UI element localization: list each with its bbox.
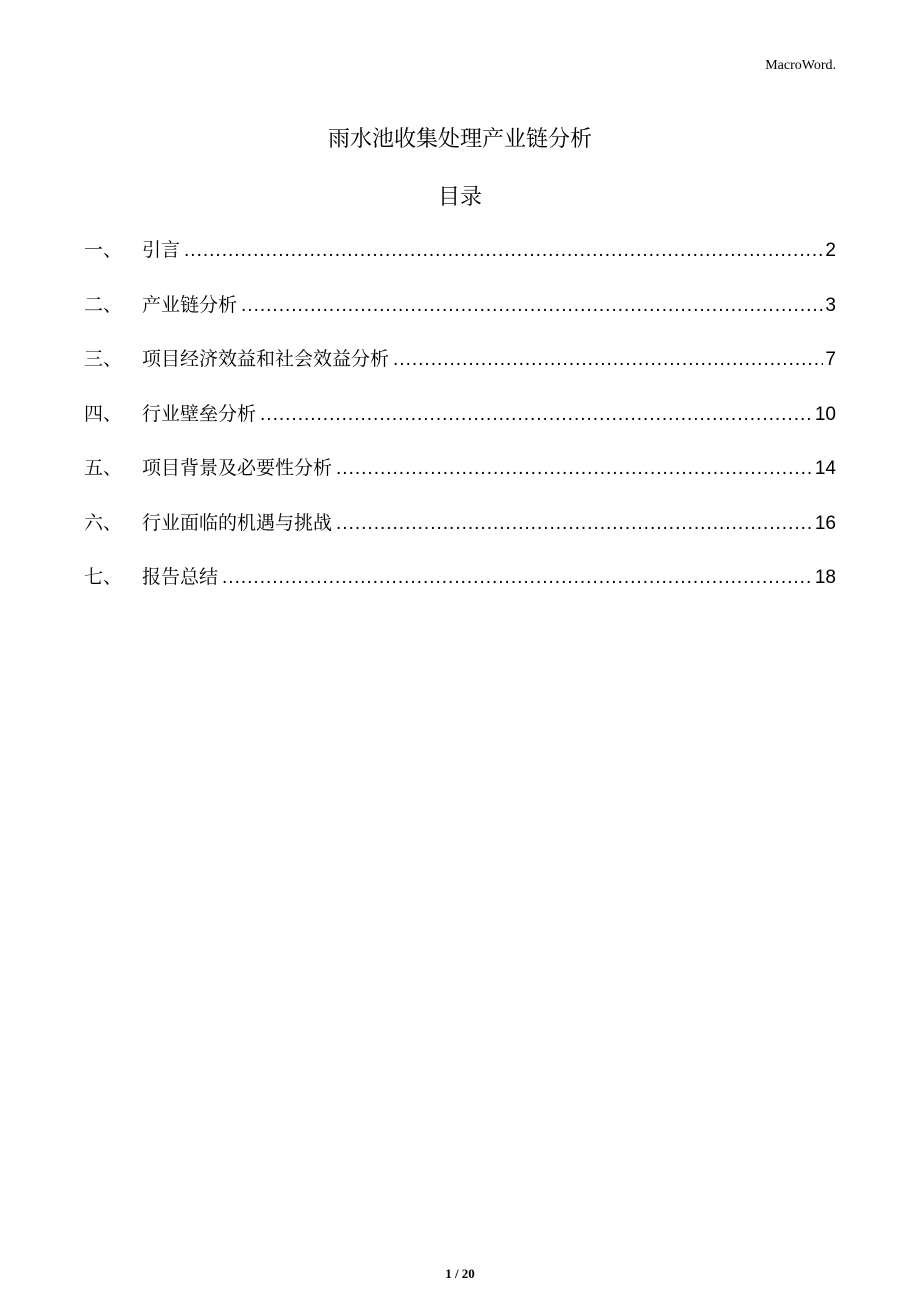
toc-entry-number: 七、 (84, 566, 123, 588)
page-indicator: 1 / 20 (445, 1266, 475, 1281)
toc-entry-number: 六、 (84, 511, 123, 534)
toc-dot-leader (184, 236, 823, 266)
toc-entry-page: 16 (814, 512, 836, 534)
toc-entry-number: 二、 (84, 293, 123, 316)
toc-entry-opportunities[interactable] (84, 508, 836, 563)
header-brand: MacroWord. (765, 58, 836, 73)
toc-dot-leader (260, 400, 813, 430)
toc-entry-title: 行业面临的机遇与挑战 (142, 511, 333, 534)
toc-entry-number: 三、 (84, 348, 123, 370)
toc-dot-leader (222, 563, 813, 593)
toc-entry-summary[interactable] (84, 562, 836, 617)
toc-dot-leader (241, 291, 823, 321)
toc-entry-page: 2 (825, 240, 836, 261)
document-title: 雨水池收集处理产业链分析 (327, 127, 592, 152)
toc-dot-leader (393, 345, 823, 375)
toc-entry-barriers[interactable] (84, 399, 836, 454)
toc-entry-page: 7 (825, 349, 836, 370)
toc-entry-industry-chain[interactable] (84, 290, 836, 345)
toc-entry-title: 产业链分析 (142, 293, 238, 316)
toc-entry-number: 一、 (84, 239, 123, 261)
toc-entry-page: 14 (814, 458, 836, 479)
toc-entry-title: 引言 (142, 239, 181, 261)
toc-heading: 目录 (437, 185, 482, 210)
table-of-contents (84, 235, 836, 617)
toc-entry-title: 项目背景及必要性分析 (142, 457, 333, 479)
toc-entry-number: 四、 (84, 402, 123, 425)
toc-entry-page: 10 (814, 403, 836, 425)
toc-entry-page: 3 (825, 294, 836, 316)
toc-entry-title: 行业壁垒分析 (142, 402, 257, 425)
toc-entry-introduction[interactable] (84, 235, 836, 290)
toc-entry-background[interactable] (84, 453, 836, 508)
toc-entry-title: 项目经济效益和社会效益分析 (142, 348, 390, 370)
toc-dot-leader (336, 454, 813, 484)
toc-entry-page: 18 (814, 567, 836, 588)
toc-entry-title: 报告总结 (142, 566, 219, 588)
toc-entry-number: 五、 (84, 457, 123, 479)
toc-entry-benefits[interactable] (84, 344, 836, 399)
toc-dot-leader (336, 509, 813, 539)
